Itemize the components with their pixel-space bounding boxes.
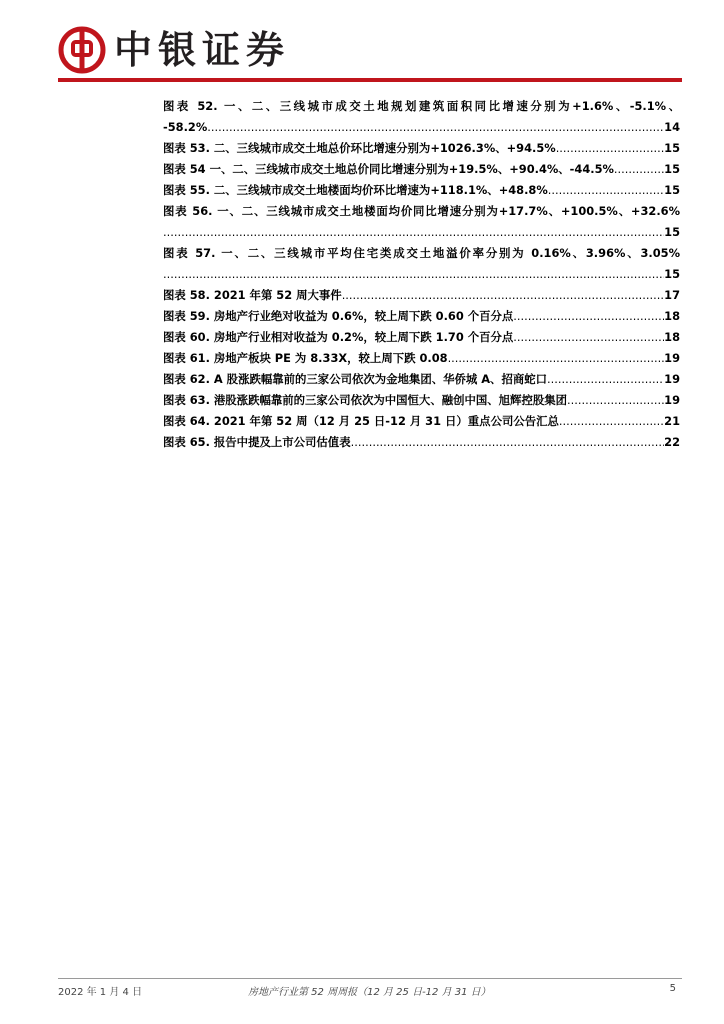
toc-dot-leader bbox=[614, 159, 664, 180]
toc-entry-title: 图表 54 一、二、三线城市成交土地总价同比增速分别为+19.5%、+90.4%、-44.5% bbox=[163, 162, 614, 176]
toc-page-number: 21 bbox=[664, 414, 680, 428]
toc-entry[interactable] bbox=[163, 180, 680, 201]
toc-entry[interactable] bbox=[163, 96, 680, 138]
toc-entry[interactable] bbox=[163, 411, 680, 432]
toc-entry-title-line: 图表 52. 一、二、三线城市成交土地规划建筑面积同比增速分别为+1.6%、-5.1%、 bbox=[163, 99, 680, 113]
toc-page-number: 15 bbox=[664, 225, 680, 239]
toc-dot-leader bbox=[556, 138, 664, 159]
toc-entry[interactable] bbox=[163, 159, 680, 180]
toc-entry-title: 图表 62. A 股涨跌幅靠前的三家公司依次为金地集团、华侨城 A、招商蛇口 bbox=[163, 372, 548, 386]
header-divider bbox=[58, 78, 682, 82]
toc-dot-leader bbox=[163, 264, 664, 285]
toc-entry[interactable] bbox=[163, 390, 680, 411]
toc-page-number: 15 bbox=[664, 267, 680, 281]
toc-dot-leader bbox=[207, 117, 664, 138]
toc-page-number: 18 bbox=[664, 309, 680, 323]
toc-entry[interactable] bbox=[163, 327, 680, 348]
toc-entry[interactable] bbox=[163, 285, 680, 306]
toc-dot-leader bbox=[548, 180, 664, 201]
toc-page-number: 15 bbox=[664, 183, 680, 197]
toc-entry-title: 图表 58. 2021 年第 52 周大事件 bbox=[163, 288, 342, 302]
toc-entry[interactable] bbox=[163, 201, 680, 243]
toc-dot-leader bbox=[547, 369, 664, 390]
bank-of-china-logo-icon bbox=[58, 26, 106, 74]
toc-entry[interactable] bbox=[163, 243, 680, 285]
toc-page-number: 19 bbox=[664, 393, 680, 407]
toc-entry-title-line: 图表 57. 一、二、三线城市平均住宅类成交土地溢价率分别为 0.16%、3.96%、3.05% bbox=[163, 246, 680, 260]
toc-page-number: 14 bbox=[664, 120, 680, 134]
figure-index-list bbox=[163, 96, 680, 453]
page-footer bbox=[58, 978, 682, 1003]
toc-page-number: 19 bbox=[664, 351, 680, 365]
toc-page-number: 18 bbox=[664, 330, 680, 344]
toc-entry-title: -58.2% bbox=[163, 120, 208, 134]
footer-page-number: 5 bbox=[669, 983, 676, 994]
toc-entry-title: 图表 65. 报告中提及上市公司估值表 bbox=[163, 435, 351, 449]
brand-name: 中银证券 bbox=[114, 27, 291, 72]
page-header bbox=[58, 26, 682, 76]
toc-page-number: 15 bbox=[664, 162, 680, 176]
toc-dot-leader bbox=[559, 411, 664, 432]
toc-page-number: 22 bbox=[664, 435, 680, 449]
toc-entry[interactable] bbox=[163, 348, 680, 369]
toc-page-number: 19 bbox=[664, 372, 680, 386]
toc-entry[interactable] bbox=[163, 306, 680, 327]
footer-divider bbox=[58, 978, 682, 979]
toc-dot-leader bbox=[567, 390, 664, 411]
toc-dot-leader bbox=[342, 285, 664, 306]
toc-dot-leader bbox=[448, 348, 665, 369]
toc-entry-title: 图表 55. 二、三线城市成交土地楼面均价环比增速为+118.1%、+48.8% bbox=[163, 183, 548, 197]
toc-dot-leader bbox=[513, 327, 664, 348]
toc-dot-leader bbox=[513, 306, 664, 327]
toc-dot-leader bbox=[163, 222, 664, 243]
toc-entry-title: 图表 53. 二、三线城市成交土地总价环比增速分别为+1026.3%、+94.5% bbox=[163, 141, 556, 155]
toc-entry-title-line: 图表 56. 一、二、三线城市成交土地楼面均价同比增速分别为+17.7%、+100.5%、+32.6% bbox=[163, 204, 680, 218]
toc-entry[interactable] bbox=[163, 432, 680, 453]
footer-report-title: 房地产行业第 52 周周报（12 月 25 日-12 月 31 日） bbox=[248, 987, 491, 998]
toc-entry-title: 图表 61. 房地产板块 PE 为 8.33X，较上周下跌 0.08 bbox=[163, 351, 448, 365]
toc-entry-title: 图表 60. 房地产行业相对收益为 0.2%，较上周下跌 1.70 个百分点 bbox=[163, 330, 514, 344]
toc-page-number: 15 bbox=[664, 141, 680, 155]
toc-dot-leader bbox=[351, 432, 665, 453]
toc-entry-title: 图表 59. 房地产行业绝对收益为 0.6%，较上周下跌 0.60 个百分点 bbox=[163, 309, 514, 323]
footer-date: 2022 年 1 月 4 日 bbox=[58, 987, 143, 998]
toc-entry[interactable] bbox=[163, 138, 680, 159]
toc-page-number: 17 bbox=[664, 288, 680, 302]
toc-entry-title: 图表 63. 港股涨跌幅靠前的三家公司依次为中国恒大、融创中国、旭辉控股集团 bbox=[163, 393, 568, 407]
toc-entry-title: 图表 64. 2021 年第 52 周（12 月 25 日-12 月 31 日）重点公司公告汇总 bbox=[163, 414, 559, 428]
toc-entry[interactable] bbox=[163, 369, 680, 390]
